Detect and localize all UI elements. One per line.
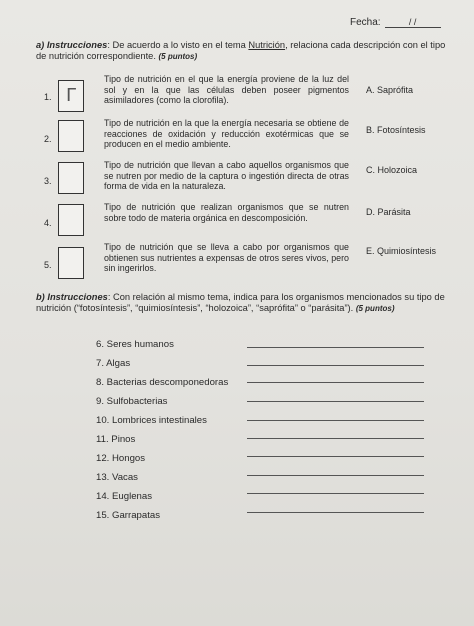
- row-1-number: 1.: [44, 92, 52, 102]
- organism-item-6: 6. Seres humanos: [96, 339, 174, 350]
- row-4-answer-box[interactable]: [58, 204, 84, 236]
- answer-line-8[interactable]: [247, 382, 424, 383]
- row-5-description: Tipo de nutrición que se lleva a cabo por organismos que obtienen sus nutrientes a expensas de otros seres vivos, pero sin ingerirlos.: [104, 242, 349, 273]
- option-e: E. Quimiosíntesis: [366, 246, 437, 256]
- row-2-number: 2.: [44, 134, 52, 144]
- section-a-instructions: [36, 40, 454, 62]
- row-4-description: Tipo de nutrición que realizan organismos que se nutren sobre todo de materia orgánica en descomposición.: [104, 202, 349, 223]
- row-2-answer-box[interactable]: [58, 120, 84, 152]
- date-blank[interactable]: / /: [385, 17, 441, 28]
- answer-line-15[interactable]: [247, 512, 424, 513]
- organism-item-9: 9. Sulfobacterias: [96, 396, 168, 407]
- date-label: Fecha:: [350, 17, 381, 28]
- answer-line-12[interactable]: [247, 456, 424, 457]
- section-a-lead: a) Instrucciones: [36, 40, 108, 50]
- row-5-number: 5.: [44, 260, 52, 270]
- organism-item-7: 7. Algas: [96, 358, 131, 369]
- organism-item-14: 14. Euglenas: [96, 491, 153, 502]
- section-b-instructions: [36, 292, 456, 314]
- answer-line-14[interactable]: [247, 493, 424, 494]
- row-3-number: 3.: [44, 176, 52, 186]
- answer-line-6[interactable]: [247, 347, 424, 348]
- row-2-description: Tipo de nutrición en la que la energía necesaria se obtiene de reacciones de oxidación y reducción exotérmicas que se producen en el medio ambiente.: [104, 118, 349, 149]
- section-b-lead: b) Instrucciones: [36, 292, 108, 302]
- row-1-handwritten-mark: Γ: [66, 85, 77, 106]
- organism-item-11: 11. Pinos: [96, 434, 136, 445]
- option-a: A. Saprófita: [366, 85, 414, 95]
- option-c: C. Holozoica: [366, 165, 418, 175]
- option-b: B. Fotosíntesis: [366, 125, 426, 135]
- row-4-number: 4.: [44, 218, 52, 228]
- section-a-text-2: , relaciona cada descripción con el tipo de nutrición correspondiente.: [36, 40, 446, 61]
- answer-line-13[interactable]: [247, 475, 424, 476]
- row-5-answer-box[interactable]: [58, 247, 84, 279]
- answer-line-10[interactable]: [247, 420, 424, 421]
- row-1-answer-box[interactable]: [58, 80, 84, 112]
- section-b-points: (5 puntos): [355, 304, 395, 313]
- date-field: [350, 17, 441, 28]
- answer-line-11[interactable]: [247, 438, 424, 439]
- section-a-text-1: : De acuerdo a lo visto en el tema: [107, 40, 249, 50]
- organism-item-13: 13. Vacas: [96, 472, 138, 483]
- section-b-text: : Con relación al mismo tema, indica para los organismos mencionados su tipo de nutrición (“fotosíntesis”, “quimiosíntesis”, “holozoica”, “saprófita” o “parásita”).: [36, 292, 445, 313]
- answer-line-9[interactable]: [247, 401, 424, 402]
- organism-item-12: 12. Hongos: [96, 453, 146, 464]
- organism-item-15: 15. Garrapatas: [96, 510, 160, 521]
- section-a-points: (5 puntos): [158, 52, 198, 61]
- row-3-answer-box[interactable]: [58, 162, 84, 194]
- section-a-topic: Nutrición: [248, 40, 286, 50]
- answer-line-7[interactable]: [247, 365, 424, 366]
- row-3-description: Tipo de nutrición que llevan a cabo aquellos organismos que se nutren por medio de la captura o ingestión directa de otras forma de vida en la naturaleza.: [104, 160, 349, 191]
- row-1-description: Tipo de nutrición en el que la energía proviene de la luz del sol y en la que las células deben poseer pigmentos asimiladores (como la clorofila).: [104, 74, 349, 105]
- organism-item-8: 8. Bacterias descomponedoras: [96, 377, 229, 388]
- organism-item-10: 10. Lombrices intestinales: [96, 415, 207, 426]
- option-d: D. Parásita: [366, 207, 411, 217]
